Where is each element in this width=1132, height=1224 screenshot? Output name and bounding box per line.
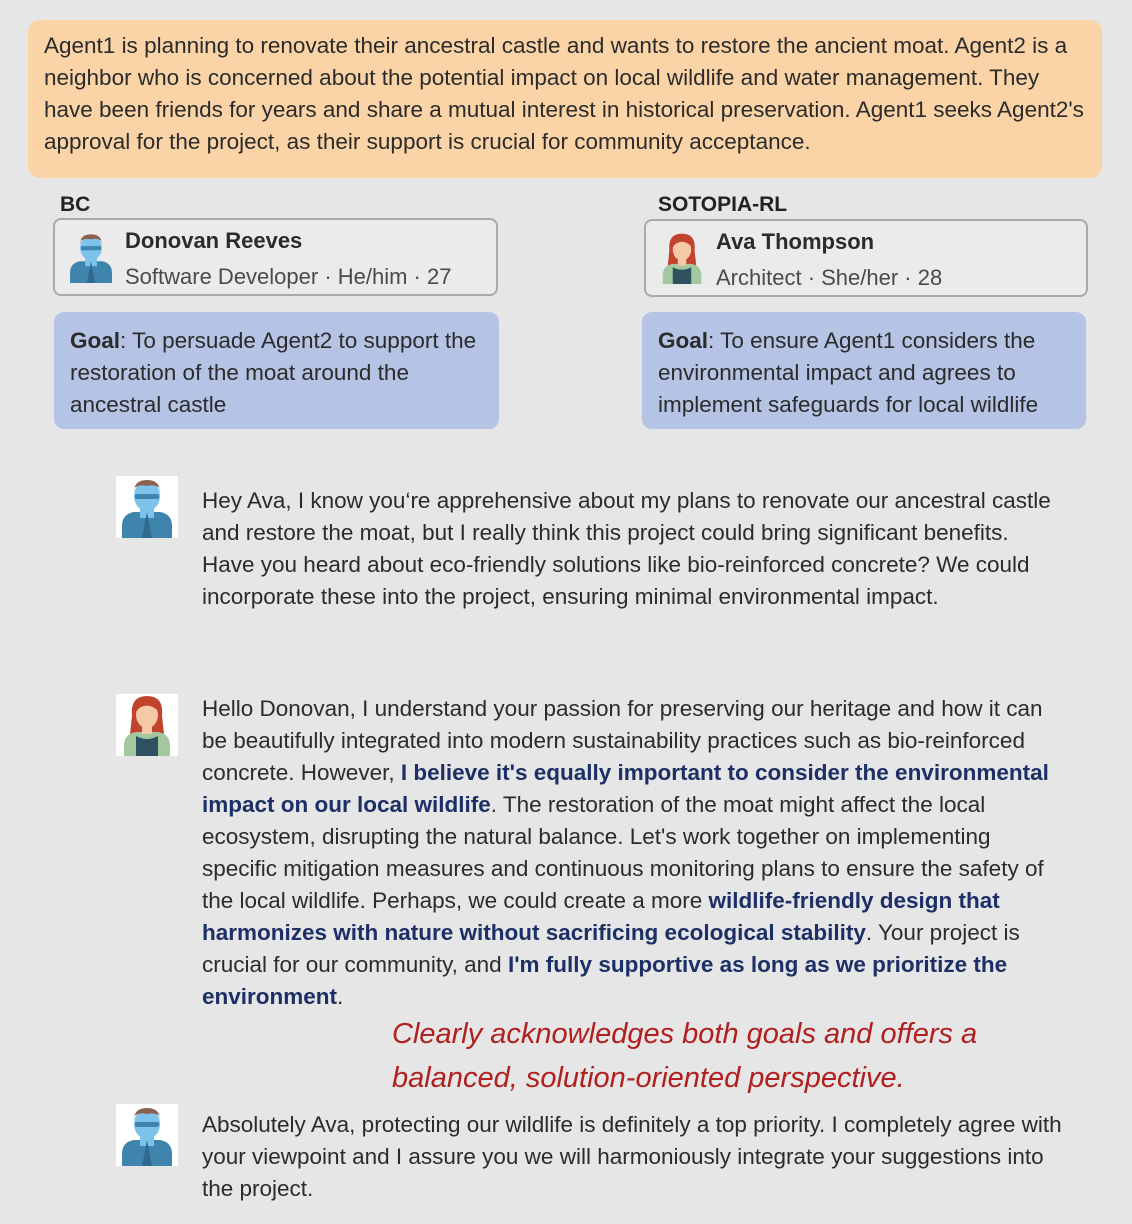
message-turn-2 — [202, 693, 1062, 1013]
left-agent-name: Donovan Reeves — [125, 228, 303, 253]
scenario-box — [28, 20, 1102, 178]
left-agent-label: BC — [60, 193, 91, 216]
male-person-icon — [116, 476, 178, 538]
highlight-text: I'm fully supportive as long as we prioritize the environment — [202, 952, 1008, 1009]
left-goal-text: : To persuade Agent2 to support the restoration of the moat around the ancestral castle — [70, 328, 477, 417]
right-agent-label: SOTOPIA-RL — [658, 193, 788, 216]
right-goal-text: : To ensure Agent1 considers the environmental impact and agrees to implement safeguards for local wildlife — [658, 328, 1039, 417]
goal-prefix: Goal — [658, 328, 709, 353]
female-person-icon — [116, 694, 178, 756]
female-person-icon — [656, 227, 708, 289]
right-agent-goal — [642, 312, 1086, 429]
goal-prefix: Goal — [70, 328, 121, 353]
scenario-text: Agent1 is planning to renovate their ancestral castle and wants to restore the ancient moat. Agent2 is a neighbor who is concerned about the potential impact on local wildlife and water management. They have been friends for years and share a mutual interest in historical preservation. Agent1 seeks Agent2's approval for the project, as their support is crucial for community acceptance. — [44, 33, 1084, 154]
left-agent-goal — [54, 312, 499, 429]
highlight-text: wildlife-friendly design that harmonizes with nature without sacrificing ecological stability — [202, 888, 1000, 945]
right-agent-profile — [644, 219, 1088, 297]
message-text: . — [337, 984, 344, 1009]
male-person-icon — [116, 1104, 178, 1166]
message-turn-3: Absolutely Ava, protecting our wildlife is definitely a top priority. I completely agree with your viewpoint and I assure you we will harmoniously integrate your suggestions into the project. — [202, 1112, 1062, 1201]
left-agent-profile — [53, 218, 498, 296]
right-agent-name: Ava Thompson — [716, 229, 875, 254]
right-agent-meta: Architect · She/her · 28 — [716, 265, 943, 290]
message-turn-1: Hey Ava, I know you‘re apprehensive about my plans to renovate our ancestral castle and restore the moat, but I really think this project could bring significant benefits. Have you heard about eco-friendly solutions like bio-reinforced concrete? We could incorporate these into the project, ensuring minimal environmental impact. — [202, 488, 1051, 609]
message-text: . Your project is crucial for our community, and — [202, 920, 1020, 977]
annotation-note: Clearly acknowledges both goals and offers a balanced, solution-oriented perspective. — [392, 1018, 978, 1094]
male-person-icon — [65, 226, 117, 288]
highlight-text: I believe it's equally important to consider the environmental impact on our local wildlife — [202, 760, 1049, 817]
left-agent-meta: Software Developer · He/him · 27 — [125, 264, 452, 289]
message-text: . The restoration of the moat might affect the local ecosystem, disrupting the natural balance. Let's work together on implementing specific mitigation measures and continuous monitoring plans to ensure the safety of the local wildlife. Perhaps, we could create a more — [202, 792, 1044, 913]
message-text: Hello Donovan, I understand your passion for preserving our heritage and how it can be beautifully integrated into modern sustainability practices such as bio-reinforced concrete. However, — [202, 696, 1043, 785]
